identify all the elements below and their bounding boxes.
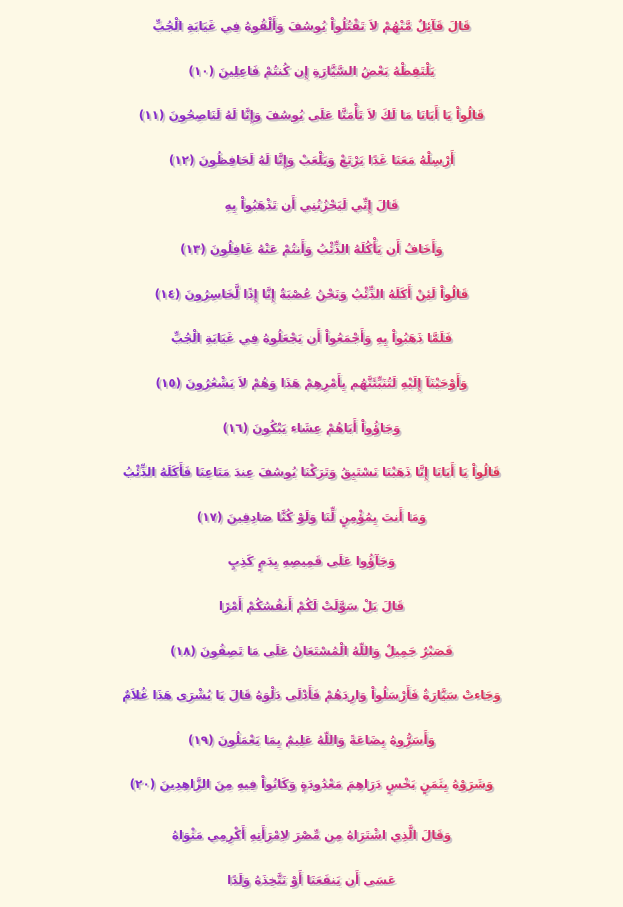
verse-line: فَصَبْرٌ جَمِيلٌ وَاللّهُ الْمُسْتَعَانُ عَلَى مَا تَصِفُونَ (١٨) bbox=[0, 628, 623, 673]
verse-line: قَالُواْ لَئِنْ أَكَلَهُ الذِّئْبُ وَنَحْنُ عُصْبَةٌ إِنَّا إِذًا لَّخَاسِرُونَ (١٤) bbox=[0, 272, 623, 317]
verse-list bbox=[0, 4, 623, 902]
verse-line: وَجَاءتْ سَيَّارَةٌ فَأَرْسَلُواْ وَارِدَهُمْ فَأَدْلَى دَلْوَهُ قَالَ يَا بُشْرَى هَذَا غُلاَمٌ bbox=[0, 673, 623, 718]
verse-line: أَرْسِلْهُ مَعَنَا غَدًا يَرْتَعْ وَيَلْعَبْ وَإِنَّا لَهُ لَحَافِظُونَ (١٢) bbox=[0, 138, 623, 183]
verse-line: قَالَ قَآئِلٌ مَّنْهُمْ لاَ تَقْتُلُواْ يُوسُفَ وَأَلْقُوهُ فِي غَيَابَةِ الْجُبِّ bbox=[0, 4, 623, 49]
verse-line: وَجَاؤُواْ أَبَاهُمْ عِشَاء يَبْكُونَ (١٦) bbox=[0, 405, 623, 450]
verse-line: وَمَا أَنتَ بِمُؤْمِنٍ لِّنَا وَلَوْ كُنَّا صَادِقِينَ (١٧) bbox=[0, 495, 623, 540]
verse-line: وَأَوْحَيْنَآ إِلَيْهِ لَتُنَبِّئَنَّهُم بِأَمْرِهِمْ هَذَا وَهُمْ لاَ يَشْعُرُونَ (١٥) bbox=[0, 361, 623, 406]
verse-line: يَلْتَقِطْهُ بَعْضُ السَّيَّارَةِ إِن كُنتُمْ فَاعِلِينَ (١٠) bbox=[0, 49, 623, 94]
verse-line: قَالُواْ يَا أَبَانَا مَا لَكَ لاَ تَأْمَنَّا عَلَى يُوسُفَ وَإِنَّا لَهُ لَنَاصِحُونَ (١١) bbox=[0, 93, 623, 138]
verse-line: قَالُواْ يَا أَبَانَا إِنَّا ذَهَبْنَا نَسْتَبِقُ وَتَرَكْنَا يُوسُفَ عِندَ مَتَاعِنَا فَأَكَلَهُ الذِّئْبُ bbox=[0, 450, 623, 495]
verse-line: وَجَآؤُوا عَلَى قَمِيصِهِ بِدَمٍ كَذِبٍ bbox=[0, 539, 623, 584]
verse-line: وَأَسَرُّوهُ بِضَاعَةً وَاللّهُ عَلِيمٌ بِمَا يَعْمَلُونَ (١٩) bbox=[0, 718, 623, 763]
verse-line: وَأَخَافُ أَن يَأْكُلَهُ الذِّئْبُ وَأَنتُمْ عَنْهُ غَافِلُونَ (١٣) bbox=[0, 227, 623, 272]
verse-line: وَقَالَ الَّذِي اشْتَرَاهُ مِن مِّصْرَ لاِمْرَأَتِهِ أَكْرِمِي مَثْوَاهُ bbox=[0, 813, 623, 858]
verse-line: قَالَ إِنِّي لَيَحْزُنُنِي أَن تَذْهَبُواْ بِهِ bbox=[0, 182, 623, 227]
verse-line: عَسَى أَن يَنفَعَنَا أَوْ نَتَّخِذَهُ وَلَدًا bbox=[0, 857, 623, 902]
verse-line: قَالَ بَلْ سَوَّلَتْ لَكُمْ أَنفُسُكُمْ أَمْرًا bbox=[0, 584, 623, 629]
verse-line: وَشَرَوْهُ بِثَمَنٍ بَخْسٍ دَرَاهِمَ مَعْدُودَةٍ وَكَانُواْ فِيهِ مِنَ الزَّاهِدِينَ (٢٠) bbox=[0, 762, 623, 807]
verse-line: فَلَمَّا ذَهَبُواْ بِهِ وَأَجْمَعُواْ أَن يَجْعَلُوهُ فِي غَيَابَةِ الْجُبِّ bbox=[0, 316, 623, 361]
